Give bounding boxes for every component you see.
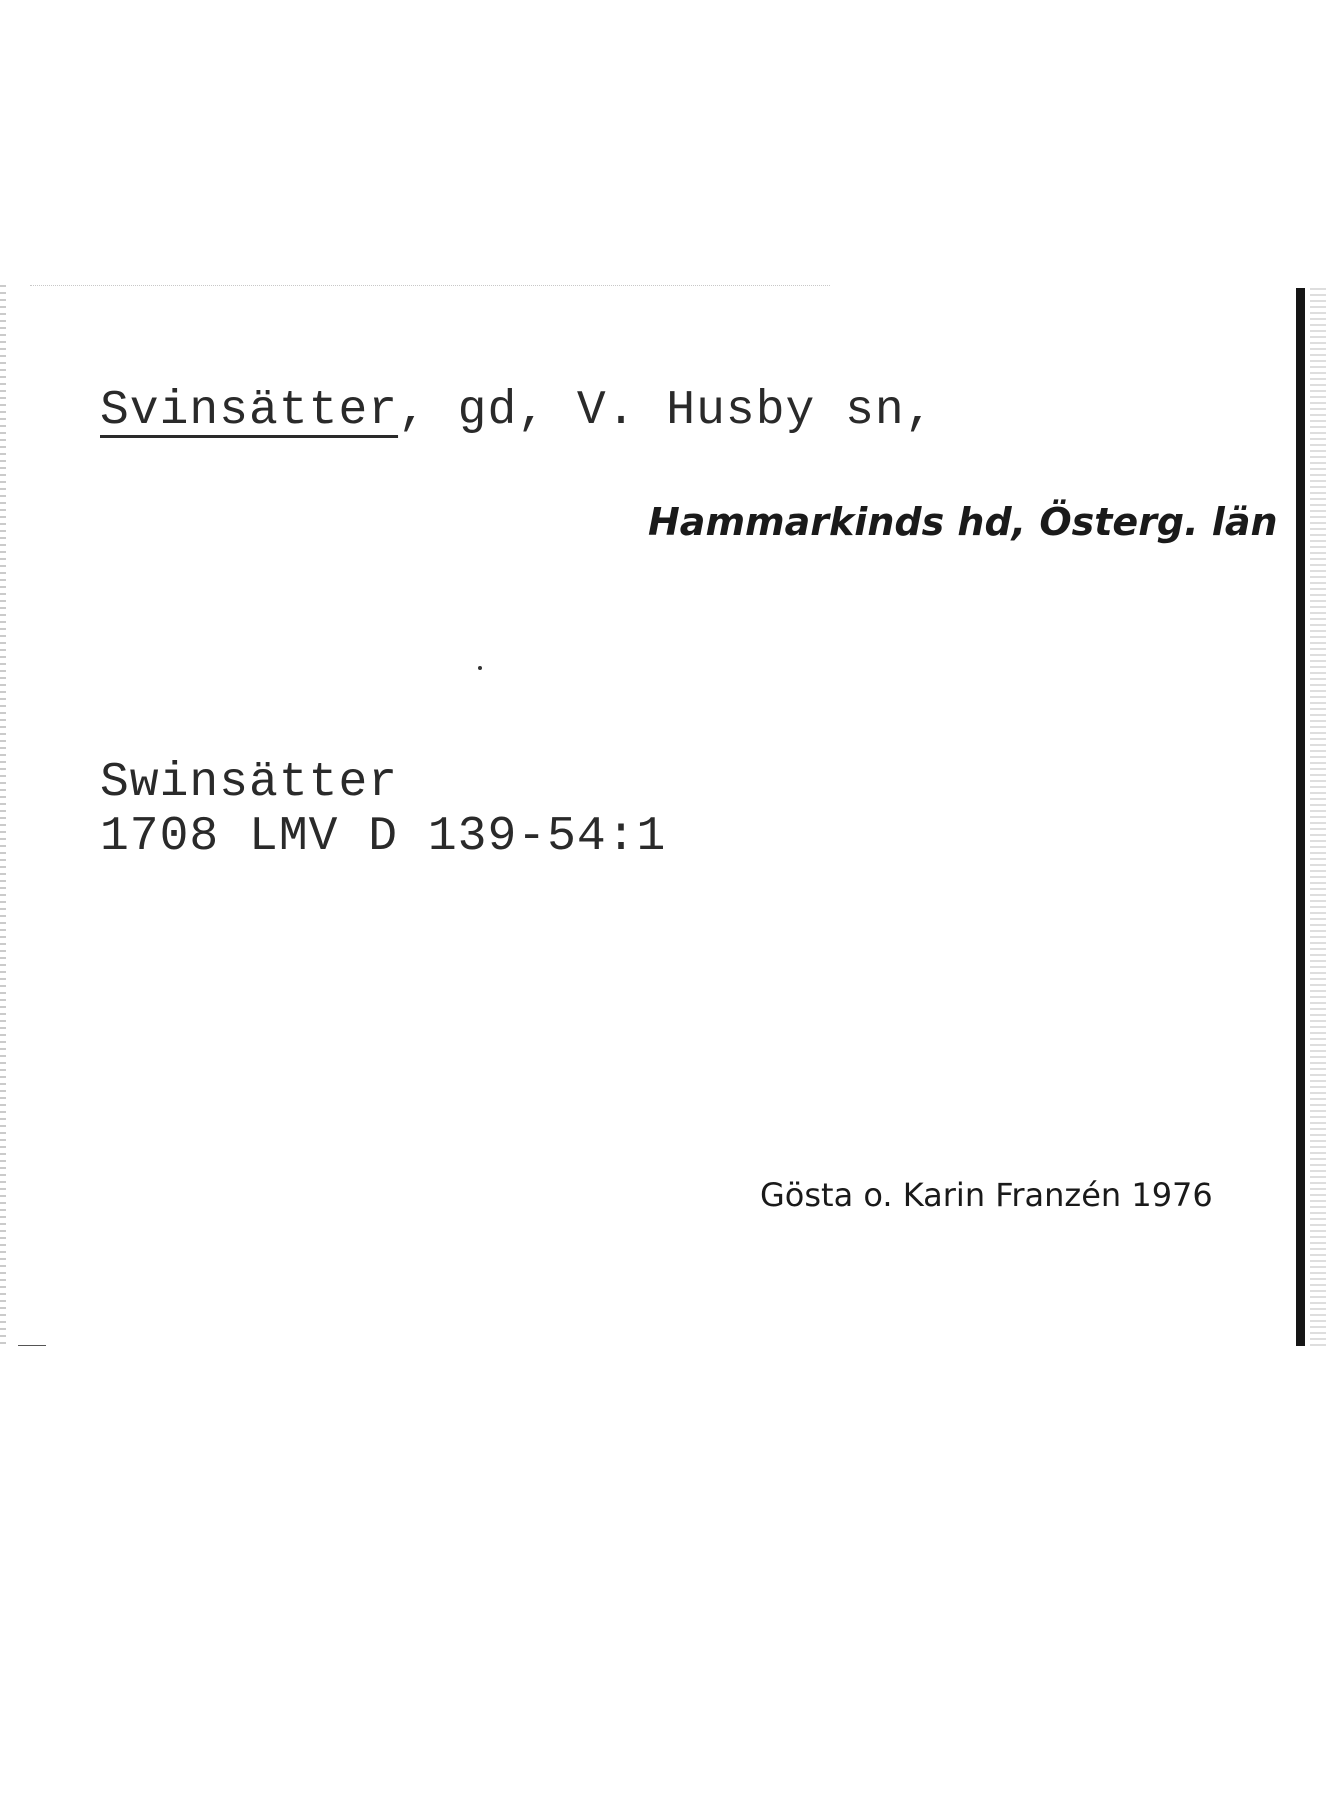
ink-speck xyxy=(478,666,482,670)
region-label: Hammarkinds hd, Österg. län xyxy=(648,500,1278,544)
card-corner-mark xyxy=(18,1345,46,1346)
historical-form: Swinsätter xyxy=(100,756,399,810)
collector-credit: Gösta o. Karin Franzén 1976 xyxy=(760,1176,1213,1214)
card-top-edge xyxy=(30,285,830,286)
place-suffix: , gd, V. Husby sn, xyxy=(398,384,935,438)
card-right-speckle xyxy=(1310,288,1326,1346)
source-reference: 1708 LMV D 139-54:1 xyxy=(100,810,667,864)
headword-line xyxy=(100,384,935,438)
card-left-edge xyxy=(0,285,6,1345)
card-right-border xyxy=(1296,288,1305,1346)
place-name: Svinsätter xyxy=(100,384,399,438)
